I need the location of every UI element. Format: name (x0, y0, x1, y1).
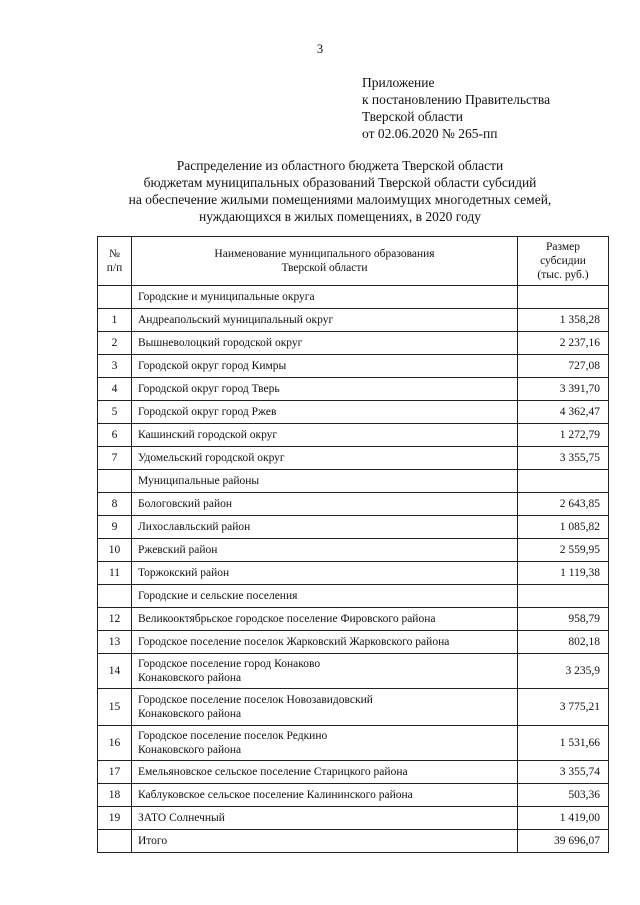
row-name (132, 378, 518, 401)
row-name-line: Великооктябрьское городское поселение Фировского района (138, 613, 436, 625)
table-body (98, 286, 609, 853)
row-number: 15 (98, 689, 132, 726)
table-row (98, 401, 609, 424)
row-name-line: Городские и сельские поселения (138, 590, 298, 602)
section-row (98, 286, 609, 309)
header-number-line: № (109, 248, 120, 260)
row-number: 7 (98, 447, 132, 470)
row-amount (518, 286, 609, 309)
table-row (98, 807, 609, 830)
appendix-block (362, 74, 550, 142)
header-name-line: Наименование муниципального образования (214, 248, 435, 260)
appendix-line: к постановлению Правительства (362, 92, 551, 107)
row-name-line: Конаковского района (138, 672, 242, 684)
row-amount: 1 272,79 (518, 424, 609, 447)
row-number: 13 (98, 631, 132, 654)
appendix-line: Приложение (362, 75, 435, 90)
table-row (98, 562, 609, 585)
row-amount: 4 362,47 (518, 401, 609, 424)
row-name-line: Городской округ город Кимры (138, 360, 287, 372)
row-name (132, 631, 518, 654)
title-line: Распределение из областного бюджета Тверской области (176, 158, 504, 173)
row-name-line: Вышневолоцкий городской округ (138, 337, 303, 349)
row-name-line: Муниципальные районы (138, 475, 260, 487)
header-amount-line: Размер (545, 241, 580, 253)
row-amount: 958,79 (518, 608, 609, 631)
row-name (132, 608, 518, 631)
title-line: на обеспечение жилыми помещениями малоимущих многодетных семей, (128, 192, 552, 207)
row-name-line: Городской округ город Тверь (138, 383, 280, 395)
section-row (98, 585, 609, 608)
row-number: 4 (98, 378, 132, 401)
row-amount: 3 235,9 (518, 654, 609, 689)
row-name (132, 830, 518, 853)
row-name (132, 447, 518, 470)
row-number: 17 (98, 761, 132, 784)
row-amount: 3 391,70 (518, 378, 609, 401)
row-amount: 727,08 (518, 355, 609, 378)
row-name (132, 726, 518, 761)
row-amount: 3 355,75 (518, 447, 609, 470)
row-number (98, 830, 132, 853)
row-name-line: Андреапольский муниципальный округ (138, 314, 334, 326)
section-title (132, 470, 518, 493)
row-name (132, 493, 518, 516)
row-amount: 3 775,21 (518, 689, 609, 726)
row-name (132, 539, 518, 562)
row-amount: 1 419,00 (518, 807, 609, 830)
table-row (98, 332, 609, 355)
row-name-line: Емельяновское сельское поселение Старицкого района (138, 766, 408, 778)
table-row (98, 493, 609, 516)
title-line: бюджетам муниципальных образований Тверской области субсидий (143, 175, 537, 190)
table-row (98, 516, 609, 539)
row-number: 16 (98, 726, 132, 761)
row-name (132, 309, 518, 332)
row-number: 9 (98, 516, 132, 539)
row-number: 5 (98, 401, 132, 424)
row-number (98, 585, 132, 608)
row-amount (518, 470, 609, 493)
table-row (98, 689, 609, 726)
table-row (98, 654, 609, 689)
row-number: 18 (98, 784, 132, 807)
row-amount: 2 237,16 (518, 332, 609, 355)
row-number: 14 (98, 654, 132, 689)
table-row (98, 309, 609, 332)
row-amount: 1 085,82 (518, 516, 609, 539)
row-amount: 2 559,95 (518, 539, 609, 562)
row-number: 11 (98, 562, 132, 585)
header-amount-line: (тыс. руб.) (537, 269, 589, 281)
total-row (98, 830, 609, 853)
row-name-line: Торжокский район (138, 567, 230, 579)
table-row (98, 761, 609, 784)
row-name-line: Конаковского района (138, 708, 242, 720)
row-name-line: Бологовский район (138, 498, 233, 510)
table-row (98, 378, 609, 401)
table-row (98, 608, 609, 631)
table-row (98, 424, 609, 447)
row-name (132, 784, 518, 807)
appendix-line: от 02.06.2020 № 265-пп (362, 126, 498, 141)
header-name (132, 237, 518, 286)
row-name (132, 401, 518, 424)
table-header-row (98, 237, 609, 286)
row-name-line: Ржевский район (138, 544, 218, 556)
row-name-line: Каблуковское сельское поселение Калининского района (138, 789, 413, 801)
row-name-line: Кашинский городской округ (138, 429, 278, 441)
row-number (98, 470, 132, 493)
row-amount (518, 585, 609, 608)
header-amount-line: субсидии (540, 255, 586, 267)
row-name (132, 562, 518, 585)
row-number: 1 (98, 309, 132, 332)
row-number (98, 286, 132, 309)
row-number: 10 (98, 539, 132, 562)
appendix-line: Тверской области (362, 109, 463, 124)
page-number: 3 (316, 42, 324, 56)
row-name-line: Городские и муниципальные округа (138, 291, 315, 303)
row-amount: 3 355,74 (518, 761, 609, 784)
row-name-line: Городское поселение город Конаково (138, 658, 321, 670)
row-name (132, 689, 518, 726)
row-name (132, 332, 518, 355)
row-number: 8 (98, 493, 132, 516)
row-amount: 503,36 (518, 784, 609, 807)
row-name-line: Городской округ город Ржев (138, 406, 277, 418)
row-name (132, 355, 518, 378)
row-amount: 802,18 (518, 631, 609, 654)
title-line: нуждающихся в жилых помещениях, в 2020 году (199, 209, 481, 224)
row-name-line: Конаковского района (138, 744, 242, 756)
table-row (98, 784, 609, 807)
section-title (132, 286, 518, 309)
row-name-line: Удомельский городской округ (138, 452, 285, 464)
document-title (60, 157, 620, 225)
row-name-line: Итого (138, 835, 168, 847)
header-amount (518, 237, 609, 286)
row-amount: 39 696,07 (518, 830, 609, 853)
row-name-line: Городское поселение поселок Жарковский Жарковского района (138, 636, 450, 648)
row-name (132, 807, 518, 830)
header-number-line: п/п (106, 262, 123, 274)
row-name (132, 654, 518, 689)
row-number: 19 (98, 807, 132, 830)
header-name-line: Тверской области (281, 262, 368, 274)
header-number (98, 237, 132, 286)
row-name (132, 761, 518, 784)
row-name-line: Городское поселение поселок Новозавидовский (138, 694, 373, 706)
row-amount: 1 531,66 (518, 726, 609, 761)
section-row (98, 470, 609, 493)
row-amount: 1 119,38 (518, 562, 609, 585)
row-amount: 1 358,28 (518, 309, 609, 332)
row-number: 2 (98, 332, 132, 355)
table-row (98, 447, 609, 470)
table-row (98, 726, 609, 761)
row-amount: 2 643,85 (518, 493, 609, 516)
section-title (132, 585, 518, 608)
row-number: 12 (98, 608, 132, 631)
row-number: 6 (98, 424, 132, 447)
row-name (132, 516, 518, 539)
table-row (98, 631, 609, 654)
subsidy-table (97, 236, 609, 853)
row-number: 3 (98, 355, 132, 378)
row-name-line: Лихославльский район (138, 521, 251, 533)
row-name-line: Городское поселение поселок Редкино (138, 730, 328, 742)
row-name-line: ЗАТО Солнечный (138, 812, 225, 824)
table-row (98, 539, 609, 562)
table-row (98, 355, 609, 378)
row-name (132, 424, 518, 447)
